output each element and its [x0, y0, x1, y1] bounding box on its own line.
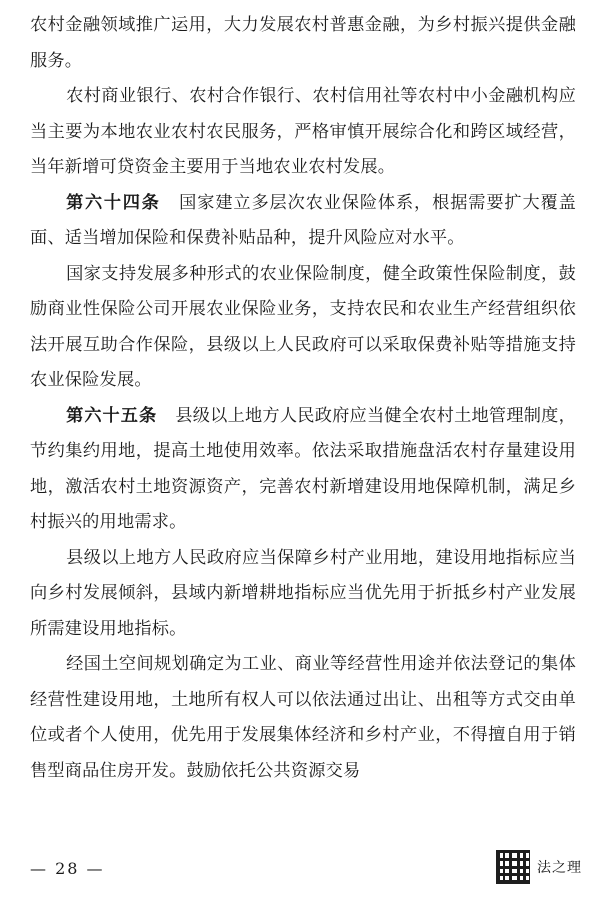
page-footer: [0, 844, 610, 884]
paragraph: [30, 257, 576, 399]
qr-code-icon: [496, 850, 530, 884]
paragraph: [30, 79, 576, 186]
article-number: 第六十四条: [66, 192, 161, 213]
article-paragraph: [30, 186, 576, 257]
paragraph-text: 国家建立多层次农业保险体系，根据需要扩大覆盖面、适当增加保险和保费补贴品种，提升风险应对水平。: [30, 192, 576, 248]
paragraph-text: 经国土空间规划确定为工业、商业等经营性用途并依法登记的集体经营性建设用地，土地所有权人可以依法通过出让、出租等方式交由单位或者个人使用，优先用于发展集体经济和乡村产业，不得擅自用于销售型商品住房开发。鼓励依托公共资源交易: [30, 654, 576, 781]
paragraph: [30, 8, 576, 79]
paragraph: [30, 541, 576, 648]
article-paragraph: [30, 399, 576, 541]
article-number: 第六十五条: [66, 405, 158, 426]
paragraph-text: 农村金融领域推广运用，大力发展农村普惠金融，为乡村振兴提供金融服务。: [30, 15, 576, 71]
paragraph-text: 县级以上地方人民政府应当健全农村土地管理制度，节约集约用地，提高土地使用效率。依法采取措施盘活农村存量建设用地，激活农村土地资源资产，完善农村新增建设用地保障机制，满足乡村振兴的用地需求。: [30, 405, 576, 532]
paragraph-text: 县级以上地方人民政府应当保障乡村产业用地，建设用地指标应当向乡村发展倾斜，县域内新增耕地指标应当优先用于折抵乡村产业发展所需建设用地指标。: [30, 547, 576, 639]
paragraph-text: 农村商业银行、农村合作银行、农村信用社等农村中小金融机构应当主要为本地农业农村农民服务，严格审慎开展综合化和跨区域经营，当年新增可贷资金主要用于当地农业农村发展。: [30, 86, 576, 177]
paragraph-text: 国家支持发展多种形式的农业保险制度，健全政策性保险制度，鼓励商业性保险公司开展农业保险业务，支持农民和农业生产经营组织依法开展互助合作保险，县级以上人民政府可以采取保费补贴等措施支持农业保险发展。: [30, 263, 576, 390]
paragraph: [30, 647, 576, 789]
page-number: — 28 —: [30, 859, 105, 878]
qr-label: 法之理: [537, 860, 582, 876]
qr-block: [496, 850, 582, 884]
